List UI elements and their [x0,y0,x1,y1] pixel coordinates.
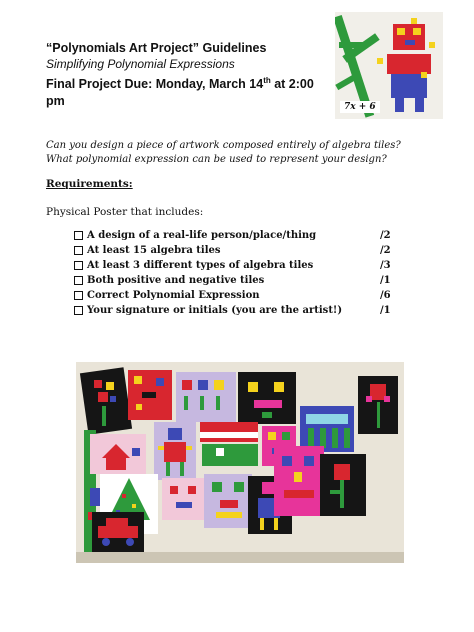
checkbox[interactable] [74,246,83,255]
due-date-suffix: at 2:00 pm [46,77,314,109]
poster-face-pink [274,446,324,516]
requirement-item [74,243,394,258]
requirement-text: At least 15 algebra tiles [87,245,221,256]
question-line-2: What polynomial expression can be used to represent your design? [46,154,387,165]
requirement-text: At least 3 different types of algebra tiles [87,260,314,271]
poster-tree-black [80,367,132,435]
document-title: “Polynomials Art Project” Guidelines [46,41,267,55]
checkbox[interactable] [74,231,83,240]
requirement-text: Correct Polynomial Expression [87,290,260,301]
student-artwork-collage [76,362,404,563]
requirement-text: Your signature or initials (you are the artist!) [87,305,343,316]
due-date [46,72,336,110]
example-expression-label: 7x + 6 [340,101,380,113]
requirement-points: /2 [380,230,391,241]
poster-green-blue [300,406,354,452]
requirement-points: /1 [380,275,391,286]
requirements-heading: Requirements: [46,178,133,190]
question-line-1: Can you design a piece of artwork composed entirely of algebra tiles? [46,140,401,151]
due-date-ordinal: th [263,76,271,85]
poster-red-abstract [128,370,172,420]
checkbox[interactable] [74,261,83,270]
requirement-text: A design of a real-life person/place/thing [87,230,317,241]
requirements-checklist [74,228,394,318]
poster-houses-lavender [176,372,236,422]
poster-flag-red [200,422,258,466]
poster-house-pink [90,434,146,474]
document-header [46,40,336,110]
requirement-points: /2 [380,245,391,256]
poster-robot-lavender [154,422,196,480]
requirement-text: Both positive and negative tiles [87,275,265,286]
requirement-points: /3 [380,260,391,271]
checkbox[interactable] [74,276,83,285]
project-question [46,139,446,167]
requirement-item [74,258,394,273]
poster-face-black [238,372,296,424]
example-artwork-thumbnail [335,12,443,119]
robot-figure [377,18,435,112]
due-date-prefix: Final Project Due: Monday, March 14 [46,77,264,92]
requirement-item [74,273,394,288]
requirement-item [74,303,394,318]
checkbox[interactable] [74,306,83,315]
requirement-points: /1 [380,305,391,316]
requirements-intro: Physical Poster that includes: [46,206,204,218]
poster-car [92,512,144,552]
poster-flower-black [358,376,398,434]
checkbox[interactable] [74,291,83,300]
poster-flower-dark [320,454,366,516]
student-artwork-photo [76,362,404,563]
requirement-points: /6 [380,290,391,301]
poster-pink-face [162,478,206,520]
requirement-item [74,288,394,303]
requirement-item [74,228,394,243]
poster-face-lavender [204,474,252,528]
document-subtitle: Simplifying Polynomial Expressions [46,57,235,71]
